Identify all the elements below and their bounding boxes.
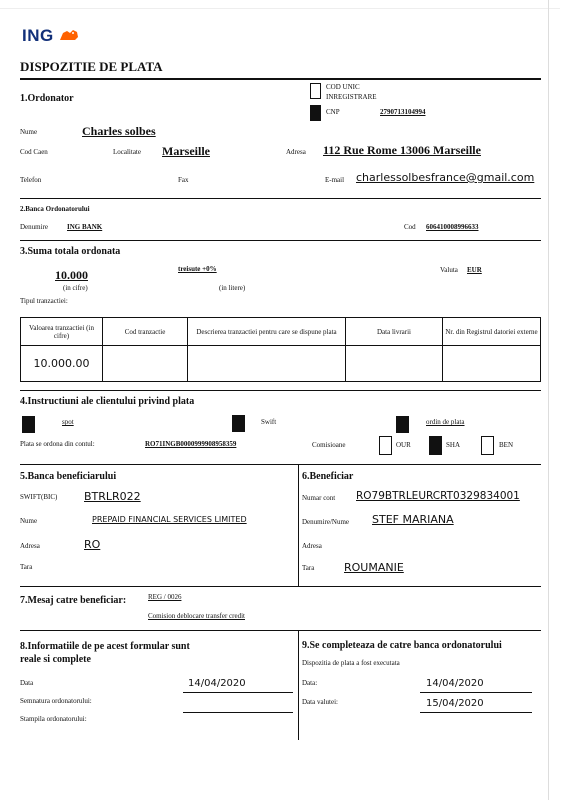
cnp-value: 2790713104994 — [380, 108, 426, 116]
column-divider-8-9 — [298, 630, 299, 740]
ben-label: BEN — [499, 441, 513, 449]
swift-bic-value: BTRLR022 — [84, 490, 141, 503]
cod-unic-label — [326, 82, 377, 102]
cell-registru[interactable] — [443, 346, 541, 382]
amount-words-caption: (in litere) — [219, 284, 246, 292]
denumire-value: ING BANK — [67, 223, 103, 231]
data-underline — [183, 692, 293, 693]
banca-tara-label: Tara — [20, 563, 33, 571]
swift-label: Swift — [261, 418, 277, 426]
column-divider-5-6 — [298, 464, 299, 586]
stampila-label: Stampila ordonatorului: — [20, 715, 87, 723]
section-divider-4 — [20, 390, 541, 391]
denumire-label: Denumire — [20, 223, 48, 231]
sha-label: SHA — [446, 441, 461, 449]
col-header-descriere: Descrierea tranzactiei pentru care se dispune plata — [188, 318, 346, 346]
cell-data[interactable] — [346, 346, 443, 382]
page-right-edge — [548, 0, 549, 800]
sha-checkbox[interactable] — [429, 436, 442, 455]
amount-words: treisute +0% — [178, 265, 217, 273]
beneficiar-adresa-label: Adresa — [302, 542, 322, 550]
cod-caen-label: Cod Caen — [20, 148, 48, 156]
col-header-registru: Nr. din Registrul datoriei externe — [443, 318, 541, 346]
cod-unic-label-line2: INREGISTRARE — [326, 93, 377, 101]
localitate-value: Marseille — [162, 144, 210, 158]
section-suma-heading: 3.Suma totala ordonata — [20, 246, 121, 257]
cnp-checkbox[interactable] — [310, 105, 321, 121]
informatii-heading-line1: 8.Informatiile de pe acest formular sunt — [20, 641, 190, 652]
data-valutei-label: Data valutei: — [302, 698, 338, 706]
beneficiar-denumire-value: STEF MARIANA — [372, 513, 454, 526]
adresa-value: 112 Rue Rome 13006 Marseille — [323, 143, 481, 157]
nume-value: Charles solbes — [82, 124, 156, 138]
cont-label: Plata se ordona din contul: — [20, 440, 95, 448]
page-top-edge — [0, 8, 560, 9]
ben-checkbox[interactable] — [481, 436, 494, 455]
section-banca-completare-heading: 9.Se completeaza de catre banca ordonatorului — [302, 640, 502, 651]
informatii-heading-line2: reale si complete — [20, 654, 91, 665]
cod-label: Cod — [404, 223, 416, 231]
ordin-checkbox[interactable] — [396, 416, 409, 433]
numar-cont-label: Numar cont — [302, 494, 336, 502]
spot-label: spot — [62, 418, 74, 426]
section-mesaj-heading: 7.Mesaj catre beneficiar: — [20, 595, 127, 606]
data-valutei-underline — [420, 712, 532, 713]
localitate-label: Localitate — [113, 148, 141, 156]
cod-unic-checkbox[interactable] — [310, 83, 321, 99]
valuta-value: EUR — [467, 266, 482, 274]
cnp-label: CNP — [326, 108, 340, 116]
col-header-data: Data livrarii — [346, 318, 443, 346]
spot-checkbox[interactable] — [22, 416, 35, 433]
tipul-label: Tipul tranzactiei: — [20, 297, 68, 305]
section-instructiuni-heading: 4.Instructiuni ale clientului privind plata — [20, 396, 195, 407]
cod-unic-label-line1: COD UNIC — [326, 83, 360, 91]
table-header-row — [21, 318, 541, 346]
lion-icon — [58, 28, 80, 42]
ordin-label: ordin de plata — [426, 418, 465, 426]
cod-value: 606410008996633 — [426, 223, 479, 231]
mesaj-line2: Comision deblocare transfer credit — [148, 612, 245, 620]
section-divider-3 — [20, 240, 541, 241]
section-informatii-heading — [20, 640, 190, 666]
section-divider-8 — [20, 630, 541, 631]
swift-bic-label: SWIFT(BIC) — [20, 493, 58, 501]
mesaj-line1: REG / 0026 — [148, 593, 182, 601]
cell-cod[interactable] — [103, 346, 188, 382]
transaction-table — [20, 317, 541, 382]
beneficiar-tara-value: ROUMANIE — [344, 561, 404, 574]
banca-adresa-value: RO — [84, 538, 101, 551]
beneficiar-denumire-label: Denumire/Nume — [302, 518, 350, 526]
informatii-data-value: 14/04/2020 — [188, 678, 246, 689]
col-header-cod: Cod tranzactie — [103, 318, 188, 346]
valuta-label: Valuta — [440, 266, 458, 274]
col-header-valoare: Valoarea tranzactiei (in cifre) — [21, 318, 103, 346]
beneficiar-tara-label: Tara — [302, 564, 315, 572]
title-divider — [20, 78, 541, 80]
section-divider-2 — [20, 198, 541, 199]
ing-logo-text: ING — [22, 26, 54, 45]
section-banca-beneficiar-heading: 5.Banca beneficiarului — [20, 471, 117, 482]
comisioane-label: Comisioane — [312, 441, 346, 449]
telefon-label: Telefon — [20, 176, 42, 184]
section-ordonator-heading: 1.Ordonator — [20, 93, 74, 104]
section-divider-5 — [20, 464, 541, 465]
adresa-label: Adresa — [286, 148, 306, 156]
our-checkbox[interactable] — [379, 436, 392, 455]
numar-cont-value: RO79BTRLEURCRT0329834001 — [356, 490, 520, 502]
swift-checkbox[interactable] — [232, 415, 245, 432]
email-value: charlessolbesfrance@gmail.com — [356, 171, 535, 184]
table-row — [21, 346, 541, 382]
data-valutei-value: 15/04/2020 — [426, 698, 484, 709]
amount-caption: (in cifre) — [63, 284, 88, 292]
semnatura-line — [183, 712, 293, 713]
section-divider-7 — [20, 586, 541, 587]
amount-value: 10.000 — [55, 268, 88, 282]
banca-adresa-label: Adresa — [20, 542, 40, 550]
page-title: DISPOZITIE DE PLATA — [20, 59, 163, 74]
executie-data-value: 14/04/2020 — [426, 678, 484, 689]
cell-descriere[interactable] — [188, 346, 346, 382]
semnatura-label: Semnatura ordonatorului: — [20, 697, 92, 705]
banca-nume-label: Nume — [20, 517, 38, 525]
section-banca-ordonator-heading: 2.Banca Ordonatorului — [20, 205, 90, 213]
fax-label: Fax — [178, 176, 189, 184]
section-beneficiar-heading: 6.Beneficiar — [302, 471, 354, 482]
executie-data-label: Data: — [302, 679, 318, 687]
cont-value: RO71INGB0000999908958359 — [145, 440, 237, 448]
executie-data-underline — [420, 692, 532, 693]
nume-label: Nume — [20, 128, 38, 136]
cell-valoare[interactable]: 10.000.00 — [21, 346, 103, 382]
email-label: E-mail — [325, 176, 345, 184]
ing-logo — [22, 26, 80, 46]
our-label: OUR — [396, 441, 411, 449]
informatii-data-label: Data — [20, 679, 34, 687]
banca-nume-value: PREPAID FINANCIAL SERVICES LIMITED — [92, 515, 247, 524]
executata-label: Dispozitia de plata a fost executata — [302, 659, 400, 667]
